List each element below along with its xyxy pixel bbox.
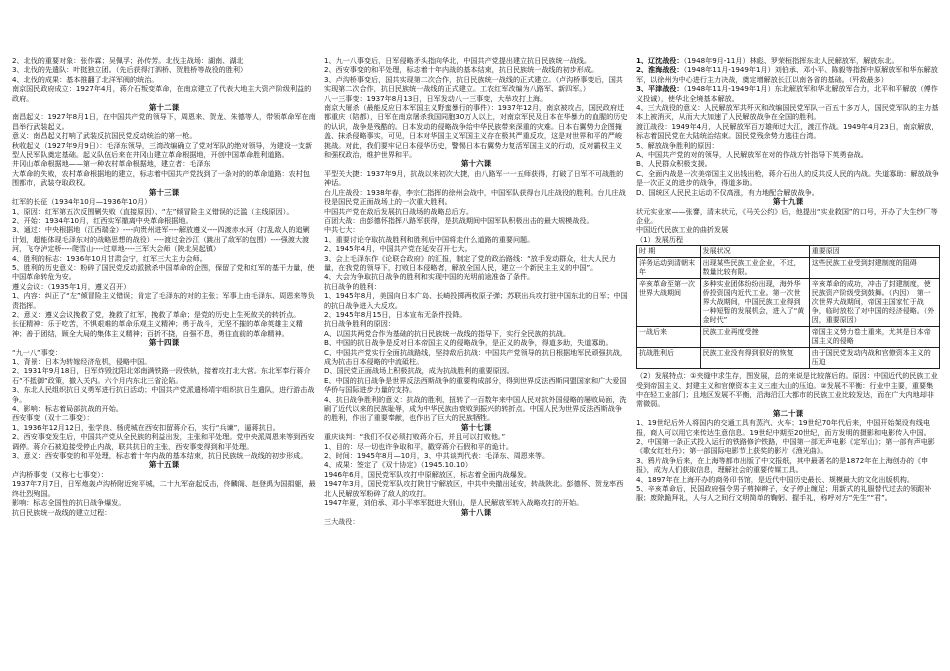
paragraph: 4、三大战役的意义：人民解放军共歼灭和改编国民党军队一百五十多万人，国民党军队的主力基本上被消灭，从而大大加速了人民解放战争在全国的胜利。 <box>636 103 939 122</box>
paragraph: B、中国的抗日战争是反对日本帝国主义的侵略战争，是正义的战争，得道多助，失道寡助。 <box>324 338 613 348</box>
lesson-heading: 第十四课 <box>148 338 180 348</box>
industry-development-table <box>636 245 940 369</box>
lesson-heading: 第十五课 <box>148 460 180 470</box>
paragraph: 百团大战：由彭德怀指挥八路军获得，是抗战期间中国军队积极出击的最大规模战役。 <box>324 215 594 225</box>
column-middle <box>324 56 628 665</box>
paragraph: 1、19世纪后外人将国内的交通工具有蒸汽、火车；19世纪70年代后来，中国开始架设有线电报，商人可以用它来传达生意信息。19世纪中期至20世纪，而方发明的摄影和电影传入中国。 <box>636 418 931 437</box>
battle-detail: （1948年11月-1949年1月）刘伯承、邓小平、陈毅等指挥中原解放军和华东解放军，以徐州为中心进行主力决战，奠定增解放长江以南各省的基础。（歼敌最多） <box>636 65 938 84</box>
table-row <box>637 348 940 369</box>
table-cell: 辛亥革命至第一次世界大战期间 <box>637 279 701 327</box>
paragraph: A、以国共两党合作为基础的抗日民族统一战线的指导下，实行全民族的抗战。 <box>324 328 571 338</box>
paragraph: 八一三事变：1937年8月13日，日军发动八一三事变，大举攻打上海。 <box>324 93 548 103</box>
paragraph: 意义：南昌起义打响了武装反抗国民党反动统治的第一枪。 <box>12 131 197 141</box>
paragraph: E、中国的抗日战争是世界反法西斯战争的重要构成部分，得到世界反法西斯同盟国家和广大爱国华侨与国际进步力量的支持。 <box>324 375 627 395</box>
table-cell: 多种实业团体纷纷出现，海外华侨投资国内近代工业。第一次世界大战期间，中国民族工业得到一种短暂的发展机会，进入了“黄金时代” <box>700 279 809 327</box>
lesson-heading: 第十六课 <box>460 159 492 169</box>
paragraph: 1、目的：尽一切也许争取和平，戳穿蒋介石假和平的诡计。 <box>324 441 513 451</box>
table-cell: 帝国主义势力卷土重来，尤其是日本帝国主义的侵略 <box>809 327 939 348</box>
paragraph: 2、西安事变发生后，中国共产党从全民族的利益出发，主张和平处理。党中央派周恩来等到西安调停。蒋介石被迫接受停止内战，联共抗日的主张，西安事变得到和平处理。 <box>12 432 315 451</box>
paragraph: A、中国共产党的对的领导，人民解放军在对的作战方针指导下英勇奋战。 <box>636 150 868 160</box>
paragraph: 2、北伐的重要对象：张作霖；吴佩孚；孙传芳。北伐主战场：湖南、湖北 <box>12 56 244 65</box>
column-right <box>636 56 940 665</box>
paragraph: 1、内容：纠正了“左”倾冒险主义错误；肯定了毛泽东的对的主张；军事上由毛泽东、周恩来等负责指挥。 <box>12 291 315 310</box>
paragraph: 2、西安事变的和平处理，标志着十年内战的基本结束，抗日民族统一战线的初步形成。 <box>324 65 599 75</box>
paragraph: （2）发展特点：①夹缝中求生存，图发展，总的来说是比较落后的。原因：中国近代的民族工业受到帝国主义、封建主义和官僚资本主义三座大山的压迫。②发展不平衡：行业中主要，重要集中在轻工业部门；且地区发展不平衡，沿海沿江大都市的民族工业比较发达，而在广大内地却非常微弱。 <box>636 371 938 409</box>
paragraph: 4、1897年在上海开办的商务印书馆，是近代中国历史最长、规模最大的文化出版机构。 <box>636 474 914 484</box>
paragraph: 长征精神：乐于吃苦，不惧艰难的革命乐观主义精神；勇于战斗，无坚不摧的革命英雄主义精神；善于团结，顾全大局的集体主义精神；百折不挠，自强不息，勇往直前的革命精神。 <box>12 319 303 338</box>
paragraph: D、国统区人民民主运动不仅高涨，有力地配合解放战争。 <box>636 187 819 197</box>
table-cell: 辛亥革命的成功，冲击了封建制度，使民族资产阶级受到鼓舞。（内因） 第一次世界大战期间，帝国主国家忙于战争，临时放松了对中国的经济侵略。（外因，重要原因） <box>809 279 939 327</box>
paragraph: 井冈山革命根据地——第一种农村革命根据地，建立者：毛泽东 <box>12 159 211 169</box>
paragraph: 2、中国第一条正式投入运行的铁路修沪铁路，中国第一部无声电影《定军山》；第一部有声电影《歌女红牡丹》；第一部国际电影节上获奖的影片《渔光曲》。 <box>636 436 935 456</box>
table-cell: 洋务运动到清朝末年 <box>637 258 701 279</box>
paragraph: 2、意义：遵义会议挽救了党，挽救了红军，挽救了革命；是党的历史上生死攸关的转折点。 <box>12 309 301 319</box>
paragraph: 抗日民族统一战线的建立过程： <box>12 507 112 517</box>
paragraph: 2、1945年8月15日，日本宣布无条件投降。 <box>324 309 467 319</box>
paragraph: 3、东北人民组织抗日义勇军进行抗日活动；中国共产党派遣杨靖宇组织抗日生遣队，进行游击战争。 <box>12 385 315 404</box>
paragraph: 影响：标志全国性的抗日战争爆发。 <box>12 498 126 508</box>
paragraph: 4、胜利的标志：1936年10月甘肃会宁，红军三大主力会师。 <box>12 253 207 263</box>
column-right-bottom <box>636 371 940 503</box>
paragraph: 平型关大捷：1937年9月，抗战以来初次大捷，由八路军一一五师获得，打破了日军不可战胜的神话。 <box>324 168 624 188</box>
paragraph: 4、北伐的成果：基本推翻了北洋军阀的统治。 <box>12 74 159 84</box>
table-cell: 由于国民党发动内战和官僚资本主义的压迫 <box>809 348 939 369</box>
lesson-heading: 第二十课 <box>772 408 804 418</box>
paragraph: 2、时间：1945年8月—10月，3、中共谈判代表：毛泽东、周恩来等。 <box>324 451 550 461</box>
paragraph: 4、成果：签定了《双十协定》（1945.10.10） <box>324 460 472 470</box>
table-header-cell: 重要原因 <box>809 246 939 258</box>
table-cell: 民族工业没有得到很好的恢复 <box>700 348 809 369</box>
paragraph: 5、解放战争胜利的原因： <box>636 140 719 150</box>
table-header-cell: 时 期 <box>637 246 701 258</box>
table-cell: 出现某些民族工业企业，不过，数量比较有限。 <box>700 258 809 279</box>
column-left <box>12 56 316 665</box>
paragraph: 南昌起义：1927年8月1日，在中国共产党的领导下，周恩来、贺龙、朱德等人，带领革命军在南昌举行武装起义。 <box>12 112 316 131</box>
paragraph: 遵义会议：（1935年1月，遵义召开） <box>12 281 131 291</box>
paragraph: 三大战役： <box>324 516 360 526</box>
paragraph: 1、背景：日本为转嫁经济危机，侵略中国。 <box>12 357 152 366</box>
paragraph: 2、1945年4月，中国共产党在延安召开七大。 <box>324 244 472 254</box>
table-header-row <box>637 246 940 258</box>
paragraph: 秋收起义（1927年9月9日）：毛泽东领导，三湾改编确立了党对军队的绝对领导，为建设一支新型人民军队奠定基础。起义队伍后来在井冈山建立革命根据地，开创中国革命胜利道路。 <box>12 140 313 160</box>
paragraph: 1937年7月7日，日军炮轰卢沟桥附近宛平城，二十九军奋起反击，佟麟阁、赵登禹为国捐躯，最终壮烈殉国。 <box>12 479 316 498</box>
paragraph: D、国民党正面战场上积极抗战，成为抗战胜利的重要原因。 <box>324 366 514 376</box>
table-cell: 一战后来 <box>637 327 701 348</box>
paragraph: B、人民群众积极支援。 <box>636 159 712 169</box>
paragraph: 1、重要讨论夺取抗战胜利和胜利后中国将走什么道路的重要问题。 <box>324 234 535 244</box>
paragraph: 抗日战争胜利的原因： <box>324 319 395 329</box>
paragraph <box>636 65 940 84</box>
paragraph: 1946年6月，国民党军队攻打中原解放区，标志着全面内战爆发。 <box>324 469 532 479</box>
paragraph: （1）发展历程 <box>636 234 684 244</box>
paragraph: 1、九一八事变后，日军侵略矛头指向华北，中国共产党提出建立抗日民族统一战线。 <box>324 56 591 65</box>
paragraph: 红军的长征（1934年10月—1936年10月） <box>12 197 152 207</box>
table-body <box>637 258 940 369</box>
paragraph: 中国共产党在敌后发展抗日战场的战略总后方。 <box>324 206 473 216</box>
paragraph: 1、1945年8月，美国向日本广岛、长崎投掷两枚原子弹；苏联出兵攻打驻中国东北的日军；中国的抗日战争进入大反攻。 <box>324 291 628 310</box>
battle-name: 2、淮海战役： <box>636 65 684 75</box>
paragraph: 1947年夏，刘伯承、邓小平率军挺进大别山，是人民解放军转入战略攻打的开始。 <box>324 498 584 508</box>
paragraph: 南京大屠杀（最能反应日本军国主义野蛮暴行的事件）：1937年12月，南京被攻占，国民政府迁都重庆（陪都），日军在南京屠杀我国同胞30万人以上，对南京军民及日本在华暴力的血腥的历史的认识，战争是残酷的。日本发动的侵略战争给中华民族带来深重的灾难。日本右翼势力企图掩盖、抹杀侵略事实，可见，日本对华国主义军国主义存在极其严重反攻，这是对世界和平的严峻挑战。对此，我们要牢记日本侵华历史，警惕日本右翼势力复活军国主义的行动，反对霸权主义和强权政治，维护世界和平。 <box>324 103 628 160</box>
lesson-heading: 第十七课 <box>460 422 492 432</box>
paragraph: 5、辛亥革命后，民国政府强令男子剪掉辫子，女子停止缠足；用新式的礼服替代过去的领跟补服；废除跪拜礼，人与人之间行文明简单的鞠躬、握手礼，称呼对方“先生”“君”。 <box>636 484 932 503</box>
battle-name: 3、平津战役： <box>636 84 684 94</box>
table-cell: 民族工业再度受挫 <box>700 327 809 348</box>
paragraph <box>636 84 940 103</box>
paragraph: 2、开始：1934年10月，红西实军撤离中央革命根据地。 <box>12 215 193 225</box>
paragraph <box>636 56 940 65</box>
paragraph: 3、通过：中央根据地（江西瑞金）----向贵州进军----解放遵义----四渡赤水河（打乱敌人的追剿计划，超能体现毛泽东对的战略思想的战役）----渡过金沙江（跳出了敌军的包围）----强渡大渡河，飞夺泸定桥----爬雪山----过草地----三军大会师（陕北吴起镇） <box>12 225 310 254</box>
paragraph: 中国近代民族工业的曲折发展 <box>636 225 729 235</box>
battle-detail: （1948年9月-11月）林彪、罗荣桓指挥东北人民解放军，解放东北。 <box>683 56 899 65</box>
paragraph: 大革命的失败，农村革命根据地的建立，标志着中国共产党找到了一条对的的革命道路：农村包围都市，武装夺取政权。 <box>12 168 310 188</box>
paragraph: 1、原因：红军第五次反围剿失败（直接原因）、“左”倾冒险主义错误的泛滥（主线原因）。 <box>12 206 294 216</box>
table-cell: 这些民族工业受到封建制度的阻碍 <box>809 258 939 279</box>
paragraph: 抗日战争的胜利： <box>324 281 381 291</box>
paragraph: 3、会上毛泽东作《论联合政府》的汇报，制定了党的政治路线：“放手发动群众，壮大人民力量，在我党的领导下，打败日本侵略者，解放全国人民，建立一个新民主主义的中国”。 <box>324 253 616 272</box>
paragraph: 1947年3月，国民党军队攻打陕甘宁解放区，中共中央撤出延安，转战陕北。彭德怀、贺龙率西北人民解放军粉碎了敌人的攻打。 <box>324 479 624 498</box>
lesson-heading: 第十二课 <box>148 103 180 113</box>
paragraph: 重庆谈判：“我们不仅必须打败蒋介石，并且可以打败他。” <box>324 432 506 442</box>
paragraph: 2、1931年9月18日，日军炸毁沈阳北郊南满铁路一段铁轨，接着攻打北大营。东北军奉行蒋介石“不抵御”政策，撤入关内。六个月内东北三省沦陷。 <box>12 366 311 385</box>
paragraph: 3、北伐的先遣队：叶挺独立团。（先后获得汀泗桥、贺胜桥等战役的胜利） <box>12 65 248 75</box>
paragraph: C、中国共产党实行全面抗战路线，坚持敌后抗战：中国共产党领导的抗日根据地军民顽强抗战，成为抗击日本侵略的中流砥柱。 <box>324 347 627 366</box>
paragraph: 4、大会为争取抗日战争的胜利和实现中国的光明前途准备了条件。 <box>324 272 535 282</box>
paragraph: 南京国民政府成立：1927年4月，蒋介石叛变革命，在南京建立了代表大地主大资产阶级利益的政府。 <box>12 84 312 103</box>
paragraph: 渡江战役：1949年4月，人民解放军百万雄师过大江，渡江作战。1949年4月23日，南京解放，标志着国民党在大陆统治结束。国民党残余势力逃往台湾。 <box>636 121 939 141</box>
paragraph: 1、1936年12月12日，张学良、杨虎城在西安扣留蒋介石，实行“兵谏”，逼蒋抗日。 <box>12 422 280 432</box>
paragraph: 3、意义：西安事变的和平处理，标志着十年内战的基本结束，抗日民族统一战线的初步形成。 <box>12 451 308 461</box>
table-row <box>637 279 940 327</box>
paragraph: 卢沟桥事变（又称七七事变）： <box>12 469 108 479</box>
lesson-heading: 第十九课 <box>772 197 804 207</box>
table-header-cell: 发展状况 <box>700 246 809 258</box>
battle-name: 1、辽沈战役： <box>636 56 684 65</box>
paragraph: 4、影响：标志着局部抗战的开始。 <box>12 404 123 414</box>
paragraph: 台儿庄战役：1938年春，李宗仁指挥的徐州会战中，中国军队获得台儿庄战役的胜利。台儿庄战役是国民党正面战场上的一次重大胜利。 <box>324 187 626 207</box>
paragraph: 5、胜利的历史意义：粉碎了国民党反动派掀杀中国革命的企图，保留了党和红军的基干力量，使中国革命转危为安。 <box>12 262 315 282</box>
column-right-top <box>636 56 940 244</box>
paragraph: C、全面内战是一次美帝国主义出钱出枪，蒋介石出人的反共反人民的内战。失道寡助：解放战争是一次正义的进步的战争，得道多助。 <box>636 168 939 188</box>
table-row <box>637 258 940 279</box>
table-cell: 抗战胜利后 <box>637 348 701 369</box>
paragraph: 3、卢沟桥事变后，国共实现第二次合作，抗日民族统一战线的正式建立。（卢沟桥事变后，国共实现第二次合作，抗日民族统一战线的正式建立。工农红军改编为八路军、新四军。） <box>324 74 623 94</box>
paragraph: “九一八”事变： <box>12 347 62 357</box>
battle-detail: （1948年11月-1949年1月）东北解放军和华北解放军合力，北平和平解放（傅作义投诚），使华北全境基本解放。 <box>636 84 938 103</box>
paragraph: 4、抗日战争胜利的意义：抗战的胜利，扭转了一百数年来中国人民对抗外国侵略的屡败局面，洗刷了近代以来的民族耻辱，成为中华民族由衰败到振兴的转折点。中国人民为世界反法西斯战争的胜利，作出了重要奉献，也作出了巨大的民族牺牲。 <box>324 394 627 423</box>
paragraph: 3、鸦片战争后来，在上海等都市出版了中文报纸，其中最著名的是1872年在上海创办的《申报》，成为人们获取信息，理解社会的重要传媒工具。 <box>636 455 929 475</box>
lesson-heading: 第十八课 <box>460 507 492 517</box>
table-row <box>637 327 940 348</box>
paragraph: 西安事变（双十二事变）： <box>12 413 94 423</box>
lesson-heading: 第十三课 <box>148 187 180 197</box>
paragraph: 状元实业家——张謇，清末状元，《马关公约》后，他提出“实业救国”的口号，开办了大生纱厂等企业。 <box>636 206 938 225</box>
paragraph: 中共七大： <box>324 225 360 235</box>
